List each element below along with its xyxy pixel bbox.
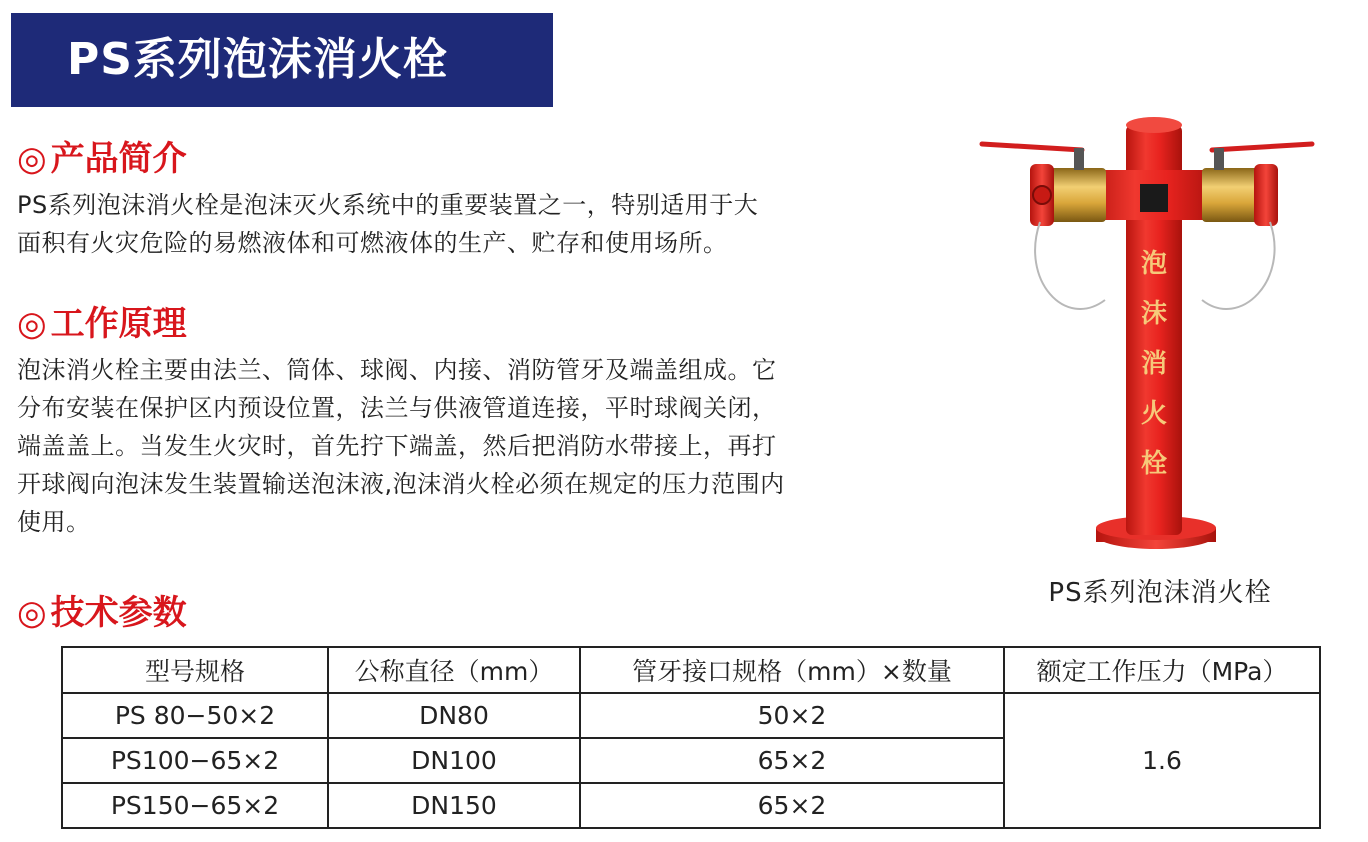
column-char: 泡 <box>1140 249 1168 279</box>
column-char: 火 <box>1140 399 1168 429</box>
right-lever <box>1212 144 1312 150</box>
cell-pressure: 1.6 <box>1004 693 1320 828</box>
intro-heading <box>17 138 187 180</box>
intro-paragraph <box>17 186 957 262</box>
principle-line: 泡沫消火栓主要由法兰、筒体、球阀、内接、消防管牙及端盖组成。它 <box>17 356 777 384</box>
header-interface-spec: 管牙接口规格（mm）×数量 <box>580 647 1004 693</box>
principle-line: 端盖盖上。当发生火灾时，首先拧下端盖，然后把消防水带接上，再打 <box>17 432 777 460</box>
column-cap <box>1126 117 1182 133</box>
spec-table <box>61 646 1321 829</box>
product-image <box>970 110 1330 580</box>
table-header-row <box>62 647 1320 693</box>
cell-diameter: DN80 <box>328 693 580 738</box>
section-marker-icon: ◎ <box>17 593 47 633</box>
left-chain <box>1035 222 1105 309</box>
product-caption: PS系列泡沫消火栓 <box>1048 578 1272 608</box>
principle-line: 分布安装在保护区内预设位置，法兰与供液管道连接，平时球阀关闭， <box>17 394 777 422</box>
page-title: PS系列泡沫消火栓 <box>67 34 448 85</box>
intro-line: 面积有火灾危险的易燃液体和可燃液体的生产、贮存和使用场所。 <box>17 229 728 257</box>
header-rated-pressure: 额定工作压力（MPa） <box>1004 647 1320 693</box>
right-valve <box>1202 168 1260 222</box>
principle-heading <box>17 303 187 345</box>
cell-diameter: DN150 <box>328 783 580 828</box>
left-valve <box>1048 168 1106 222</box>
right-chain <box>1202 222 1275 309</box>
specs-heading <box>17 592 187 634</box>
column-char: 沫 <box>1140 299 1168 329</box>
foam-hydrant-illustration <box>970 110 1330 580</box>
title-banner <box>11 13 553 107</box>
section-marker-icon: ◎ <box>17 139 47 179</box>
cell-model: PS100−65×2 <box>62 738 328 783</box>
header-model: 型号规格 <box>62 647 328 693</box>
column-char: 消 <box>1140 349 1168 379</box>
cell-interface: 50×2 <box>580 693 1004 738</box>
left-lever <box>982 144 1082 150</box>
cell-model: PS 80−50×2 <box>62 693 328 738</box>
cell-diameter: DN100 <box>328 738 580 783</box>
table-row <box>62 693 1320 738</box>
principle-paragraph <box>17 351 957 541</box>
cell-model: PS150−65×2 <box>62 783 328 828</box>
cell-interface: 65×2 <box>580 783 1004 828</box>
section-marker-icon: ◎ <box>17 304 47 344</box>
principle-heading-text: 工作原理 <box>50 304 187 344</box>
nameplate <box>1140 184 1168 212</box>
principle-line: 开球阀向泡沫发生装置输送泡沫液,泡沫消火栓必须在规定的压力范围内 <box>17 470 785 498</box>
right-end-cap <box>1254 164 1278 226</box>
cell-interface: 65×2 <box>580 738 1004 783</box>
header-nominal-diameter: 公称直径（mm） <box>328 647 580 693</box>
intro-heading-text: 产品简介 <box>50 139 187 179</box>
intro-line: PS系列泡沫消火栓是泡沫灭火系统中的重要装置之一，特别适用于大 <box>17 191 759 219</box>
column-char: 栓 <box>1140 449 1168 479</box>
specs-heading-text: 技术参数 <box>50 593 187 633</box>
principle-line: 使用。 <box>17 508 91 536</box>
